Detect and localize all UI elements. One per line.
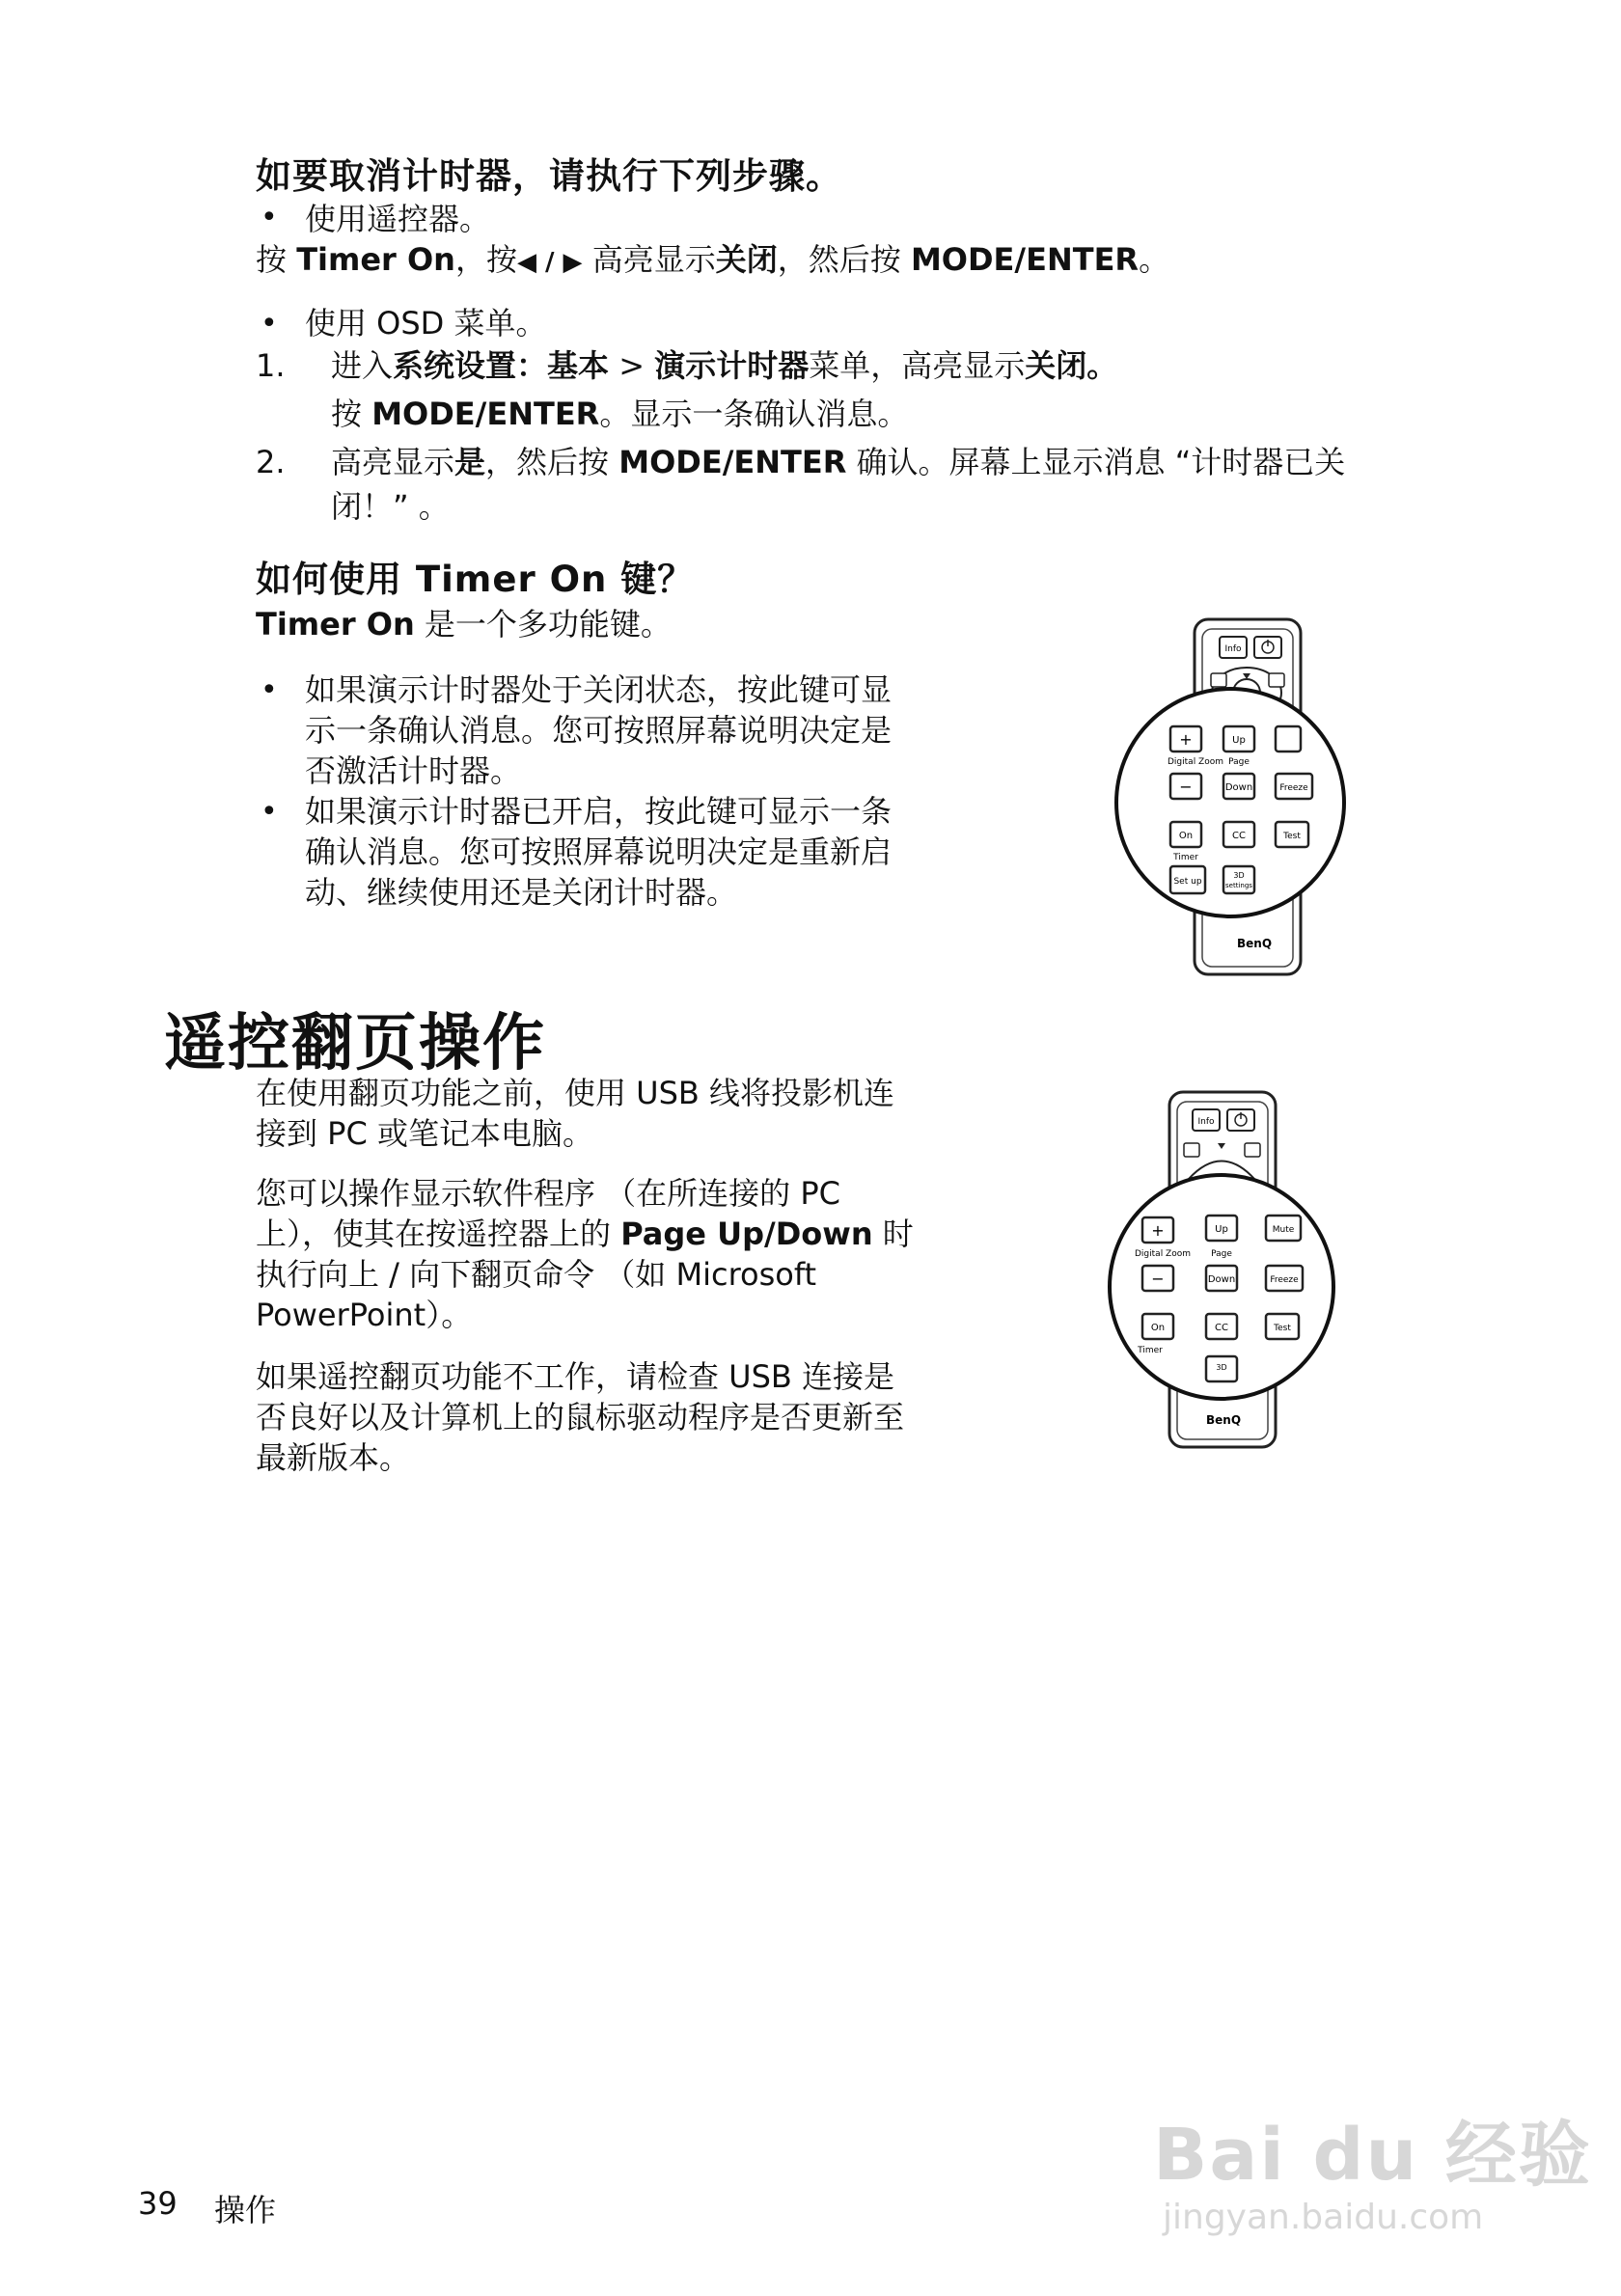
step-1-number: 1. bbox=[256, 347, 286, 384]
text: 按 bbox=[331, 396, 372, 432]
key-mode-enter: MODE/ENTER bbox=[910, 241, 1140, 278]
key-timer-on: Timer On bbox=[296, 241, 455, 278]
text: ，然后按 bbox=[485, 444, 619, 480]
line: 接到 PC 或笔记本电脑。 bbox=[256, 1115, 593, 1152]
3d-settings-key-label: settings bbox=[1225, 882, 1252, 889]
option-yes: 是 bbox=[454, 444, 486, 480]
option-close: 关闭 bbox=[715, 241, 778, 278]
bullet-dot: • bbox=[261, 673, 278, 707]
line: 如果演示计时器处于关闭状态，按此键可显 bbox=[305, 671, 893, 708]
down-key-label: Down bbox=[1224, 782, 1253, 793]
page-label: Page bbox=[1228, 757, 1250, 767]
line: 如果遥控翻页功能不工作，请检查 USB 连接是 bbox=[256, 1358, 895, 1395]
usb-connection-paragraph bbox=[256, 1073, 894, 1154]
plus-key-label: + bbox=[1151, 1221, 1165, 1240]
text: ，然后按 bbox=[777, 241, 911, 278]
bullet-dot: • bbox=[261, 201, 278, 234]
line: 动、继续使用还是关闭计时器。 bbox=[305, 874, 738, 911]
mute-key-label: Mute bbox=[1272, 1225, 1295, 1235]
text: 进入 bbox=[331, 347, 394, 384]
bullet-dot: • bbox=[261, 795, 278, 829]
step-2-number: 2. bbox=[256, 444, 286, 480]
text: 上），使其在按遥控器上的 bbox=[256, 1216, 621, 1252]
down-key-label: Down bbox=[1207, 1274, 1236, 1285]
baidu-watermark-url: jingyan.baidu.com bbox=[1163, 2198, 1484, 2237]
troubleshoot-paragraph bbox=[256, 1356, 904, 1478]
remote-paging-title: 遥控翻页操作 bbox=[164, 1008, 546, 1080]
info-key-label: Info bbox=[1197, 1117, 1215, 1127]
baidu-watermark-logo: Bai du 经验 bbox=[1153, 2114, 1592, 2197]
line: PowerPoint）。 bbox=[256, 1297, 473, 1333]
minus-key-label: − bbox=[1179, 778, 1193, 796]
line: 执行向上 / 向下翻页命令 （如 Microsoft bbox=[256, 1256, 817, 1293]
line: 在使用翻页功能之前，使用 USB 线将投影机连 bbox=[256, 1075, 895, 1111]
bullet-osd-text: 使用 OSD 菜单。 bbox=[305, 305, 547, 342]
remote-paging-illustration bbox=[1100, 1090, 1351, 1452]
3d-key-label: 3D bbox=[1216, 1363, 1227, 1372]
key-mode-enter: MODE/ENTER bbox=[371, 396, 600, 432]
freeze-key-label: Freeze bbox=[1279, 783, 1308, 793]
page-label: Page bbox=[1211, 1249, 1232, 1259]
text: 按 bbox=[256, 241, 297, 278]
step-1-line-2 bbox=[331, 394, 908, 434]
timer-off-bullet bbox=[305, 670, 892, 791]
text: 。 bbox=[1139, 241, 1170, 278]
menu-system-setup: 系统设置：基本 bbox=[393, 347, 610, 384]
text: 时 bbox=[872, 1216, 914, 1252]
test-key-label: Test bbox=[1283, 832, 1301, 841]
key-page-up-down: Page Up/Down bbox=[620, 1216, 873, 1252]
line: 示一条确认消息。您可按照屏幕说明决定是 bbox=[305, 712, 893, 749]
benq-logo: BenQ bbox=[1205, 1413, 1242, 1427]
setup-key-label: Set up bbox=[1173, 877, 1202, 887]
on-key-label: On bbox=[1178, 831, 1194, 841]
line: 否激活计时器。 bbox=[305, 752, 522, 789]
3d-key-label: 3D bbox=[1233, 871, 1245, 880]
timer-on-heading: 如何使用 Timer On 键？ bbox=[256, 559, 695, 600]
timer-on-bullet bbox=[305, 791, 892, 913]
key-mode-enter: MODE/ENTER bbox=[618, 444, 847, 480]
test-key-label: Test bbox=[1274, 1324, 1291, 1333]
remote-timer-illustration bbox=[1110, 617, 1351, 979]
text: 是一个多功能键。 bbox=[414, 606, 672, 642]
step-2-text bbox=[331, 442, 1345, 482]
text: > bbox=[609, 347, 655, 384]
text: ，按 bbox=[454, 241, 517, 278]
timer-on-intro bbox=[256, 604, 672, 644]
cancel-timer-heading: 如要取消计时器，请执行下列步骤。 bbox=[256, 155, 842, 197]
freeze-key-label: Freeze bbox=[1270, 1275, 1299, 1285]
step-1-text bbox=[331, 345, 1117, 386]
up-key-label: Up bbox=[1215, 1224, 1228, 1235]
cc-key-label: CC bbox=[1232, 831, 1246, 841]
line: 否良好以及计算机上的鼠标驱动程序是否更新至 bbox=[256, 1399, 905, 1435]
bullet-remote-text: 使用遥控器。 bbox=[305, 201, 491, 237]
line: 您可以操作显示软件程序 （在所连接的 PC bbox=[256, 1175, 840, 1212]
key-timer-on: Timer On bbox=[256, 606, 415, 642]
step-2-line-2: 闭！” 。 bbox=[331, 488, 450, 525]
footer-section-name: 操作 bbox=[214, 2192, 277, 2228]
line: 如果演示计时器已开启，按此键可显示一条 bbox=[305, 793, 893, 830]
timer-label: Timer bbox=[1138, 1346, 1163, 1355]
line bbox=[256, 1214, 914, 1254]
page-number: 39 bbox=[138, 2185, 178, 2222]
up-key-label: Up bbox=[1232, 735, 1246, 746]
benq-logo: BenQ bbox=[1236, 937, 1273, 950]
line: 确认消息。您可按照屏幕说明决定是重新启 bbox=[305, 834, 893, 870]
arrow-keys: ◀ / ▶ bbox=[516, 248, 583, 277]
text: 高亮显示 bbox=[582, 241, 716, 278]
info-key-label: Info bbox=[1224, 644, 1242, 654]
on-key-label: On bbox=[1150, 1323, 1166, 1333]
option-close: 关闭。 bbox=[1025, 347, 1118, 384]
line: 最新版本。 bbox=[256, 1439, 411, 1476]
minus-key-label: − bbox=[1151, 1270, 1165, 1288]
plus-key-label: + bbox=[1179, 730, 1193, 749]
text: 确认。屏幕上显示消息 “计时器已关 bbox=[846, 444, 1346, 480]
timer-label: Timer bbox=[1173, 853, 1198, 862]
cc-key-label: CC bbox=[1215, 1323, 1228, 1333]
text: 。显示一条确认消息。 bbox=[599, 396, 909, 432]
text: 高亮显示 bbox=[331, 444, 455, 480]
bullet-dot: • bbox=[261, 307, 278, 341]
menu-presentation-timer: 演示计时器 bbox=[654, 347, 810, 384]
digital-zoom-label: Digital Zoom bbox=[1135, 1249, 1191, 1259]
remote-instruction-line bbox=[256, 239, 1169, 283]
text: 菜单，高亮显示 bbox=[809, 347, 1026, 384]
page-up-down-paragraph bbox=[256, 1173, 914, 1335]
digital-zoom-label: Digital Zoom bbox=[1168, 757, 1223, 767]
